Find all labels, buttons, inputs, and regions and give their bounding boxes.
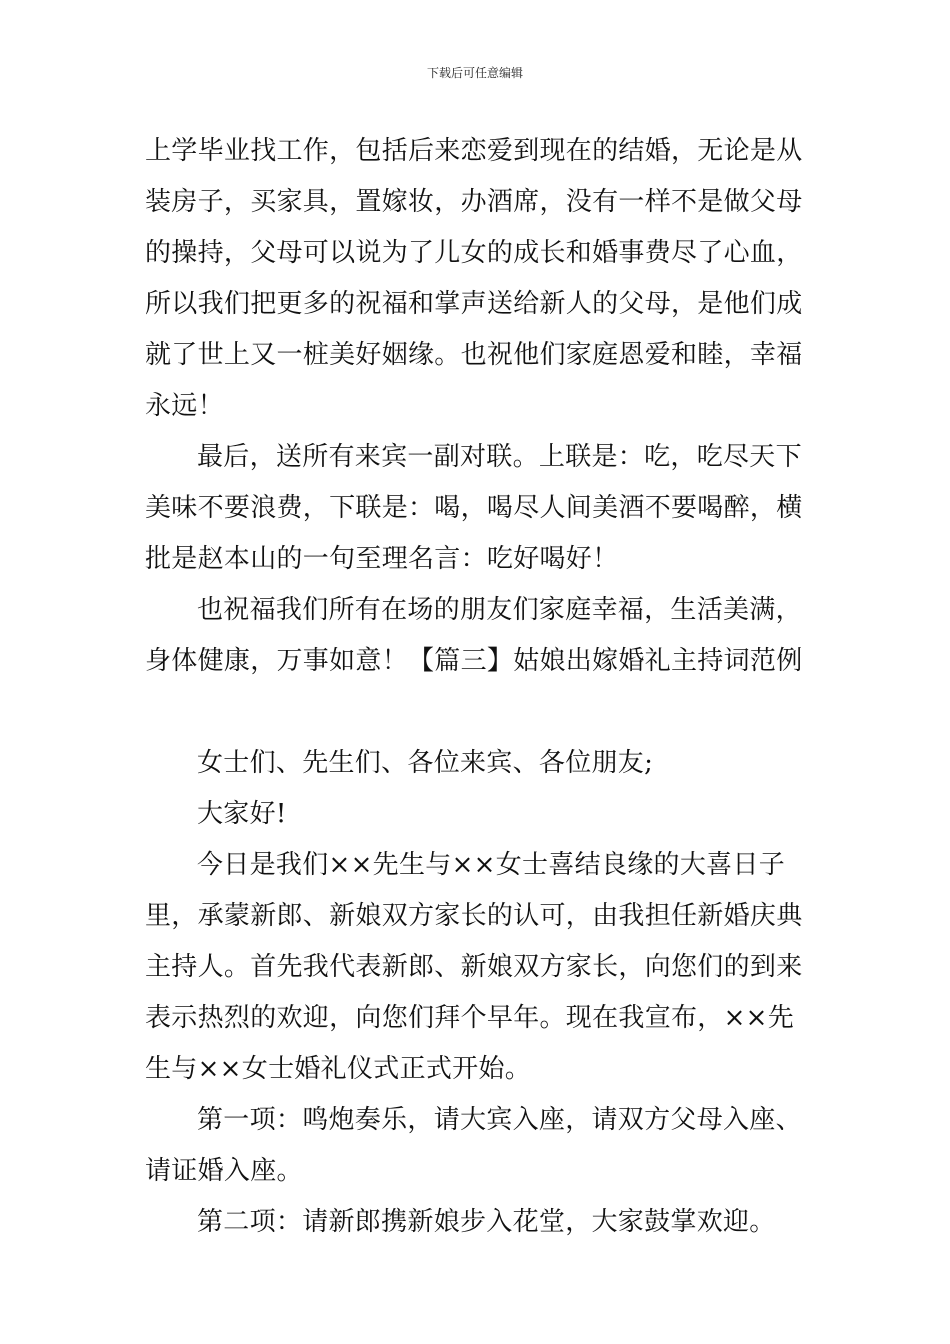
text-line: 主持人。首先我代表新郎、新娘双方家长，向您们的到来 (145, 952, 803, 982)
text-line: 今日是我们××先生与××女士喜结良缘的大喜日子 (197, 850, 786, 880)
text-line: 上学毕业找工作，包括后来恋爱到现在的结婚，无论是从 (145, 136, 803, 166)
text-line: 女士们、先生们、各位来宾、各位朋友; (197, 748, 654, 778)
text-line: 装房子，买家具，置嫁妆，办酒席，没有一样不是做父母 (145, 187, 803, 217)
text-line: 生与××女士婚礼仪式正式开始。 (145, 1054, 532, 1084)
text-line: 批是赵本山的一句至理名言：吃好喝好！ (145, 544, 619, 574)
text-line: 身体健康，万事如意！【篇三】姑娘出嫁婚礼主持词范例 (145, 646, 803, 676)
text-line: 第一项：鸣炮奏乐，请大宾入座，请双方父母入座、 (197, 1105, 802, 1135)
text-line: 第二项：请新郎携新娘步入花堂，大家鼓掌欢迎。 (197, 1207, 776, 1237)
text-line: 里，承蒙新郎、新娘双方家长的认可，由我担任新婚庆典 (145, 901, 803, 931)
text-line: 美味不要浪费，下联是：喝，喝尽人间美酒不要喝醉，横 (145, 493, 803, 523)
text-line: 大家好! (197, 799, 287, 829)
text-line: 最后，送所有来宾一副对联。上联是：吃，吃尽天下 (197, 442, 802, 472)
document-body (145, 126, 815, 1248)
page-header: 下载后可任意编辑 (426, 66, 523, 80)
text-line: 就了世上又一桩美好姻缘。也祝他们家庭恩爱和睦，幸福 (145, 340, 803, 370)
text-line: 也祝福我们所有在场的朋友们家庭幸福，生活美满， (197, 595, 802, 625)
text-line: 的操持，父母可以说为了儿女的成长和婚事费尽了心血， (145, 238, 803, 268)
text-line: 请证婚入座。 (145, 1156, 303, 1186)
paragraph-gap (145, 687, 815, 738)
text-line: 表示热烈的欢迎，向您们拜个早年。现在我宣布，××先 (145, 1003, 795, 1033)
text-line: 所以我们把更多的祝福和掌声送给新人的父母，是他们成 (145, 289, 803, 319)
text-line: 永远！ (145, 391, 224, 421)
